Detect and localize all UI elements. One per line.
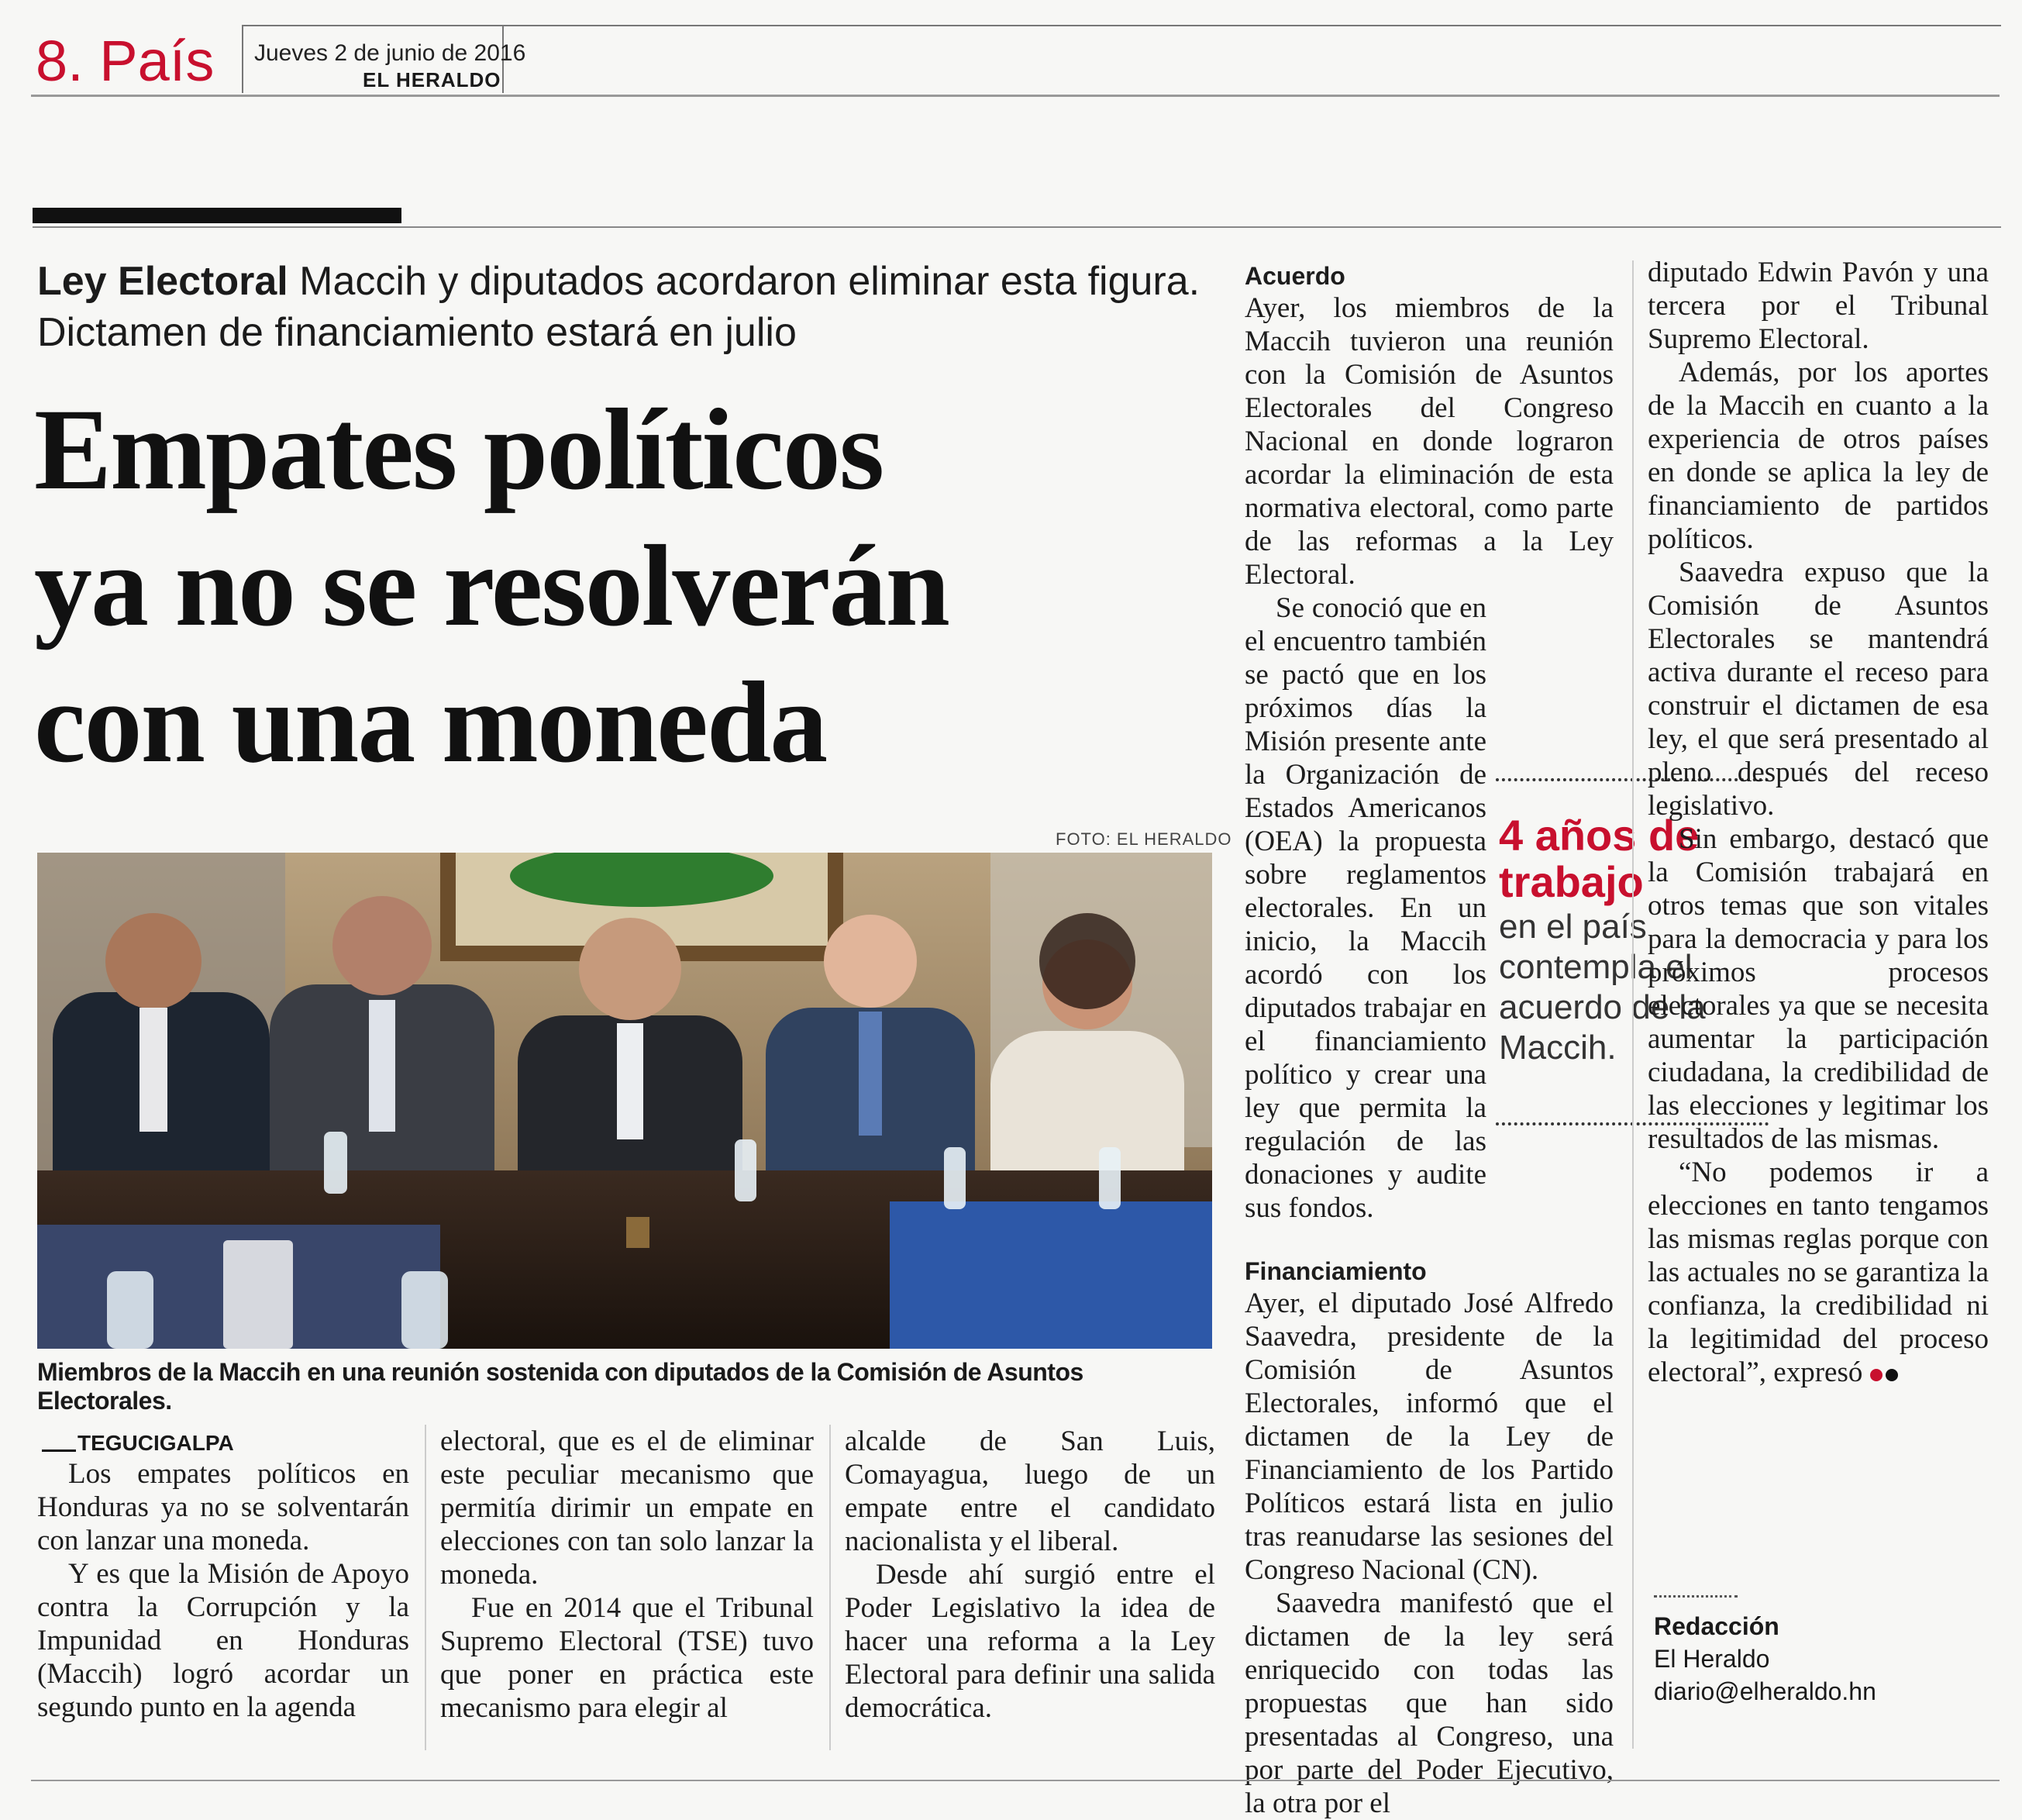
paragraph	[1648, 1156, 1989, 1389]
end-mark-red-dot	[1870, 1369, 1882, 1381]
paragraph: electoral, que es el de eliminar este peculiar mecanismo que permitía dirimir un empate en elecciones con tan solo lanzar la moneda.	[440, 1425, 814, 1591]
masthead-divider	[242, 25, 243, 93]
column-rule	[829, 1425, 831, 1750]
masthead-date: Jueves 2 de junio de 2016	[254, 40, 526, 66]
page-bottom-rule	[31, 1780, 2000, 1781]
pullquote-body: en el país contempla el acuerdo de la Maccih.	[1499, 908, 1706, 1067]
paragraph: Además, por los aportes de la Maccih en cuanto a la experiencia de otros países en donde se aplica la ley de financiamiento de partidos políticos.	[1648, 357, 1989, 555]
end-mark-black-dot	[1886, 1369, 1898, 1381]
paragraph: Saavedra expuso que la Comisión de Asuntos Electorales se mantendrá activa durante el receso para construir el dictamen de esa ley, el que será presentado al pleno después del receso legislativo.	[1648, 557, 1989, 822]
dateline-rule	[42, 1449, 76, 1452]
masthead-top-rule	[242, 25, 2001, 26]
paragraph: Ayer, el diputado José Alfredo Saavedra, presidente de la Comisión de Asuntos Electorales, informó que el dictamen de la Ley de Financiamiento de los Partido Políticos estará lista en julio tras reanudarse las sesiones del Congreso Nacional (CN).	[1245, 1287, 1614, 1586]
paragraph: Y es que la Misión de Apoyo contra la Corrupción y la Impunidad en Honduras (Maccih) logró acordar un segundo punto en la agenda	[37, 1558, 409, 1723]
article-column-5	[1648, 256, 1989, 1389]
headline-line-1: Empates políticos	[34, 385, 884, 514]
subhead-financiamiento: Financiamiento	[1245, 1257, 1427, 1285]
meeting-photo	[37, 853, 1212, 1349]
paragraph: Saavedra manifestó que el dictamen de la ley será enriquecido con todas las propuestas que han sido presentadas al Congreso, una por parte del Poder Ejecutivo, la otra por el	[1245, 1587, 1614, 1819]
article-column-2	[440, 1425, 814, 1725]
signature-email: diario@elheraldo.hn	[1654, 1677, 1876, 1705]
kicker-label: Ley Electoral	[37, 259, 288, 304]
signature-title: Redacción	[1654, 1612, 1779, 1640]
column-rule	[1632, 260, 1634, 1749]
section-label: 8. País	[36, 29, 215, 93]
column-rule	[425, 1425, 426, 1750]
kicker	[37, 256, 1215, 358]
headline-line-2: ya no se resolverán	[34, 522, 949, 650]
article-column-3	[845, 1425, 1215, 1725]
closing-quote: “No podemos ir a elecciones en tanto tengamos las mismas reglas porque con las actuales no se garantiza la confianza, la credibilidad ni la legitimidad del proceso electoral”, expresó	[1648, 1156, 1989, 1388]
subhead-acuerdo: Acuerdo	[1245, 262, 1345, 290]
paragraph: Fue en 2014 que el Tribunal Supremo Electoral (TSE) tuvo que poner en práctica este mecanismo para elegir al	[440, 1592, 814, 1724]
kicker-rule	[33, 226, 2001, 228]
kicker-text: Maccih y diputados acordaron eliminar esta figura. Dictamen de financiamiento estará en julio	[37, 259, 1200, 355]
paragraph: alcalde de San Luis, Comayagua, luego de un empate entre el candidato nacionalista y el liberal.	[845, 1425, 1215, 1557]
headline	[34, 381, 1243, 791]
paragraph: Sin embargo, destacó que la Comisión trabajará en otros temas que son vitales para la democracia y para los próximos procesos electorales ya que se necesita aumentar la participación ciudadana, la credibilidad de las elecciones y legitimar los resultados de las mismas.	[1648, 823, 1989, 1155]
paragraph: Ayer, los miembros de la Maccih tuvieron una reunión con la Comisión de Asuntos Electorales del Congreso Nacional en donde lograron acordar la eliminación de esta normativa electoral, como parte de las reformas a la Ley Electoral.	[1245, 292, 1614, 591]
paragraph: Se conoció que en el encuentro también se pactó que en los próximos días la Misión presente ante la Organización de Estados Americanos (OEA) la propuesta sobre reglamentos electorales. En un inicio, la Maccih acordó con los diputados trabajar en el financiamiento político y crear una ley que permita la regulación de las donaciones y audite sus fondos.	[1245, 592, 1486, 1224]
signature-name: El Heraldo	[1654, 1645, 1770, 1673]
dateline: TEGUCIGALPA	[78, 1431, 234, 1455]
masthead-paper: EL HERALDO	[363, 68, 501, 91]
paragraph: Los empates políticos en Honduras ya no se solventarán con lanzar una moneda.	[37, 1458, 409, 1556]
masthead-bottom-rule	[31, 95, 2000, 97]
kicker-bar	[33, 208, 401, 223]
paragraph: diputado Edwin Pavón y una tercera por el Tribunal Supremo Electoral.	[1648, 257, 1989, 355]
headline-line-3: con una moneda	[34, 658, 827, 787]
signature-rule	[1654, 1595, 1738, 1598]
article-column-1	[37, 1457, 409, 1724]
pullquote-head: 4 años de trabajo	[1499, 811, 1700, 906]
paragraph: Desde ahí surgió entre el Poder Legislativo la idea de hacer una reforma a la Ley Electoral para definir una salida democrática.	[845, 1559, 1215, 1724]
meeting-photo-illustration	[37, 853, 1212, 1349]
photo-caption: Miembros de la Maccih en una reunión sostenida con diputados de la Comisión de Asuntos Electorales.	[37, 1358, 1083, 1415]
photo-credit: FOTO: EL HERALDO	[1056, 829, 1232, 849]
